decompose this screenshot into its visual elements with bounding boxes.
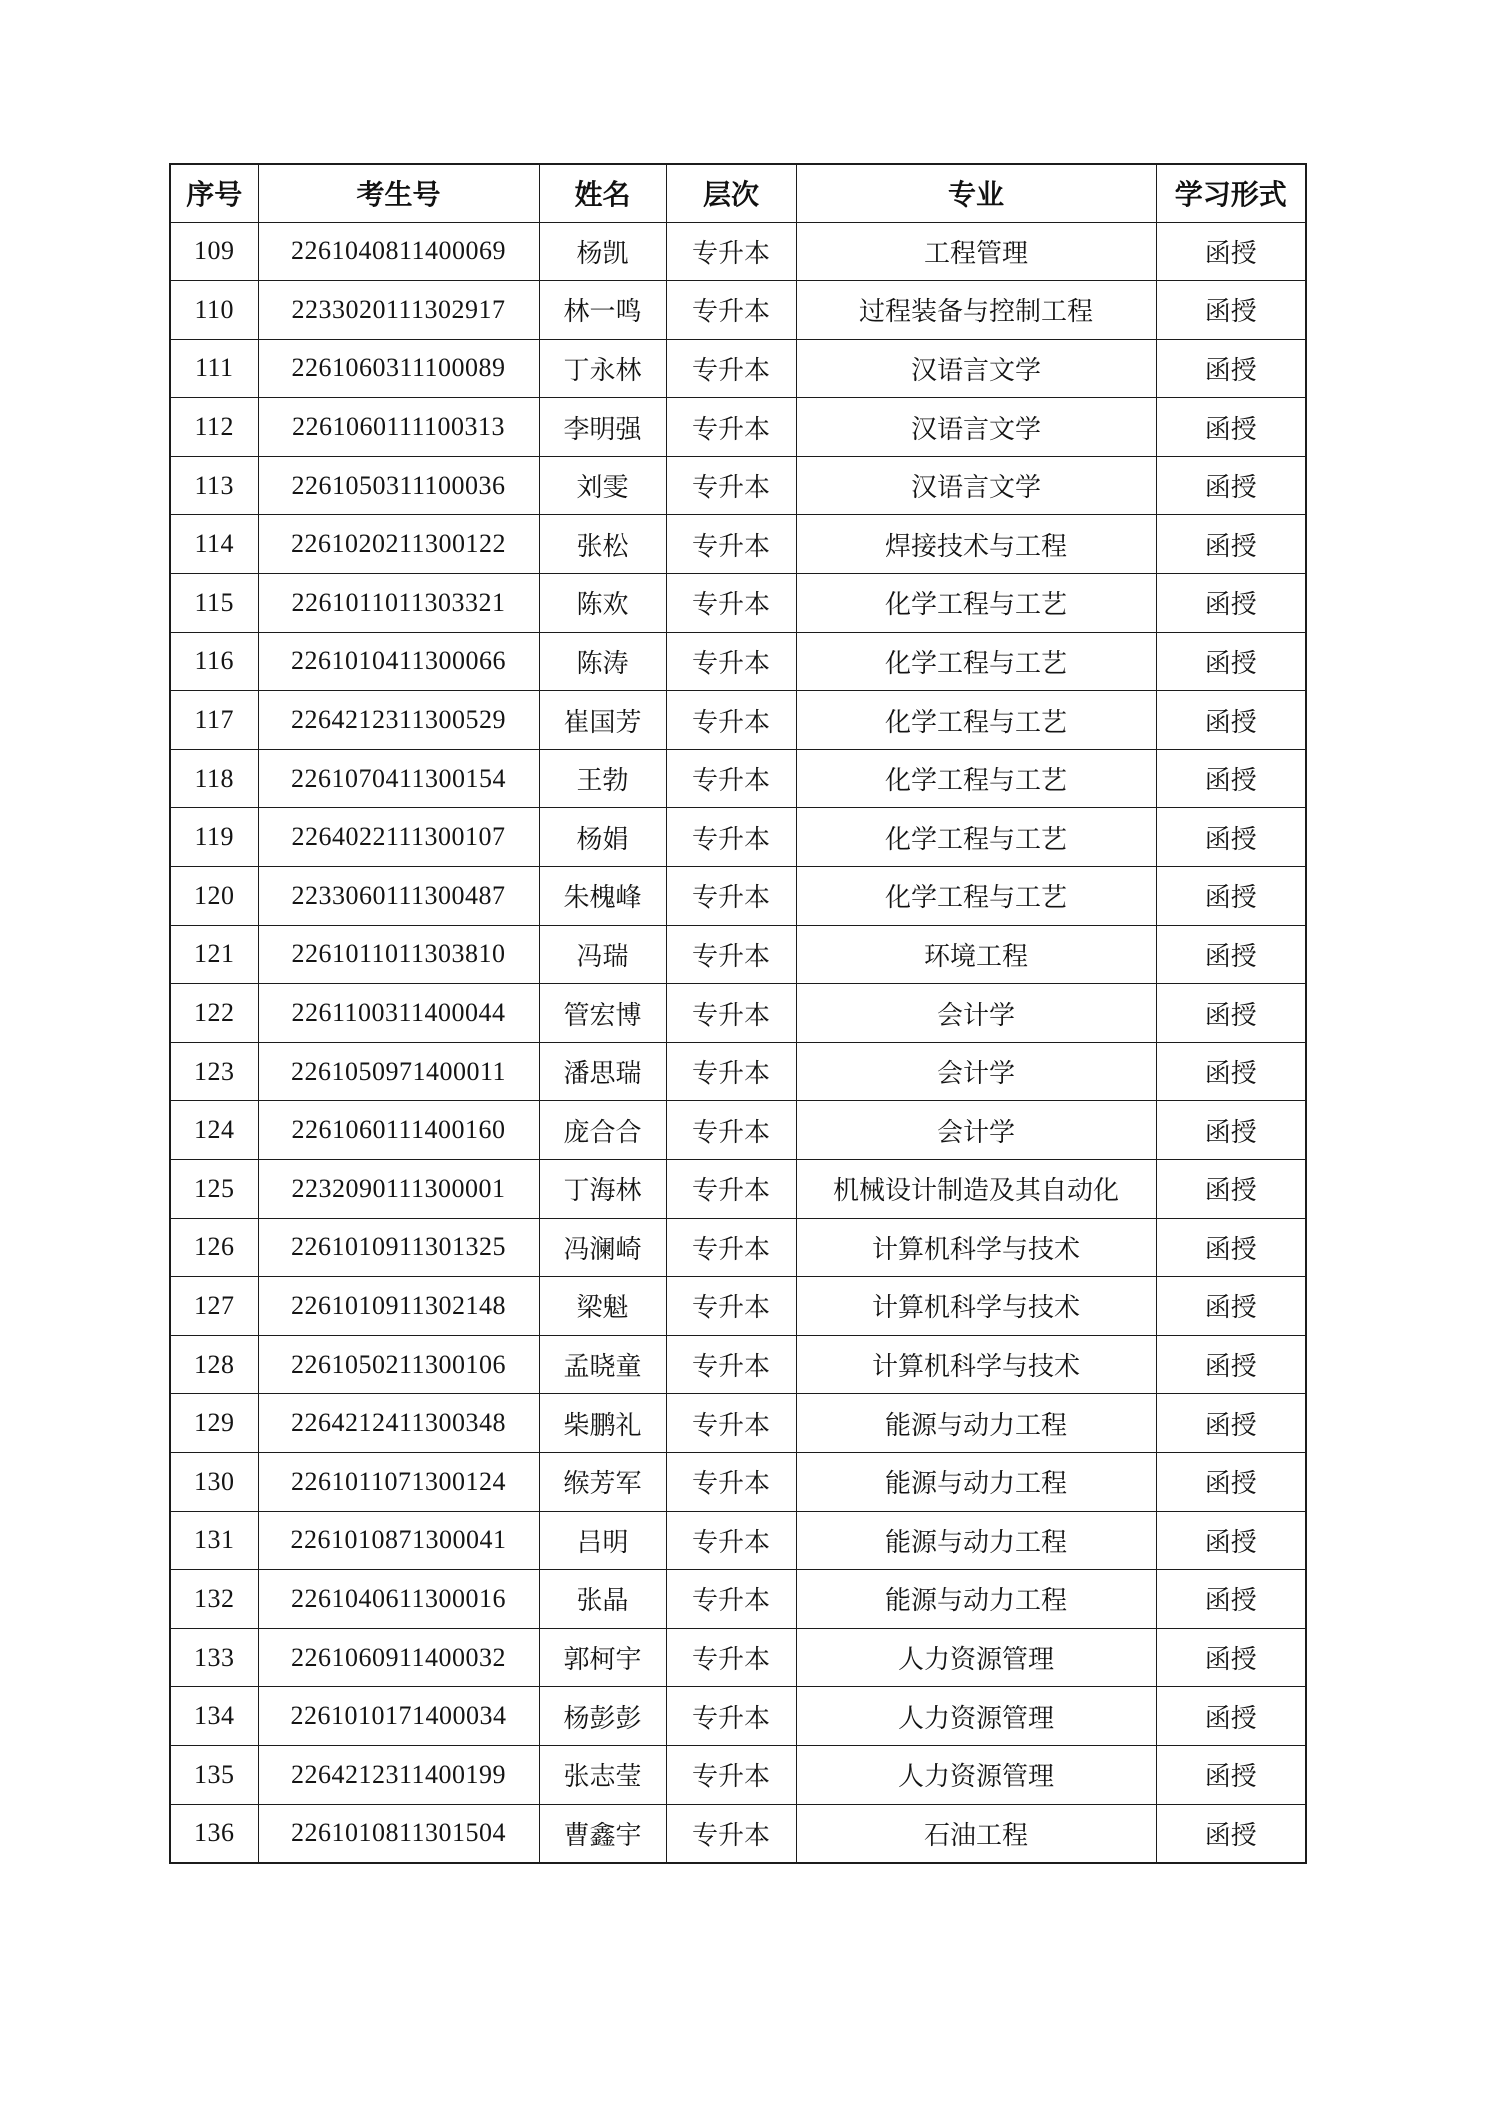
table-row	[170, 1687, 1306, 1746]
cell-major: 计算机科学与技术	[796, 1277, 1156, 1336]
cell-level: 专升本	[666, 1511, 796, 1570]
cell-study_mode: 函授	[1156, 1687, 1306, 1746]
cell-no: 127	[170, 1277, 258, 1336]
cell-name: 柴鹏礼	[539, 1394, 666, 1453]
cell-study_mode: 函授	[1156, 398, 1306, 457]
cell-no: 122	[170, 984, 258, 1043]
cell-candidate_id: 2261010871300041	[258, 1511, 539, 1570]
column-header-study-mode: 学习形式	[1156, 164, 1306, 222]
cell-no: 128	[170, 1335, 258, 1394]
cell-no: 130	[170, 1452, 258, 1511]
table-row	[170, 1570, 1306, 1629]
table-row	[170, 1511, 1306, 1570]
cell-no: 136	[170, 1804, 258, 1863]
cell-candidate_id: 2261040611300016	[258, 1570, 539, 1629]
cell-major: 化学工程与工艺	[796, 632, 1156, 691]
cell-study_mode: 函授	[1156, 574, 1306, 633]
table-row	[170, 339, 1306, 398]
cell-major: 会计学	[796, 1042, 1156, 1101]
cell-major: 能源与动力工程	[796, 1570, 1156, 1629]
table-row	[170, 925, 1306, 984]
cell-level: 专升本	[666, 398, 796, 457]
cell-study_mode: 函授	[1156, 808, 1306, 867]
table-row	[170, 515, 1306, 574]
cell-study_mode: 函授	[1156, 1394, 1306, 1453]
cell-candidate_id: 2261060311100089	[258, 339, 539, 398]
cell-study_mode: 函授	[1156, 867, 1306, 926]
cell-no: 119	[170, 808, 258, 867]
cell-candidate_id: 2261060911400032	[258, 1628, 539, 1687]
cell-level: 专升本	[666, 808, 796, 867]
column-header-candidate-id: 考生号	[258, 164, 539, 222]
cell-major: 人力资源管理	[796, 1628, 1156, 1687]
cell-no: 114	[170, 515, 258, 574]
cell-major: 环境工程	[796, 925, 1156, 984]
cell-name: 潘思瑞	[539, 1042, 666, 1101]
table-row	[170, 867, 1306, 926]
cell-name: 王勃	[539, 749, 666, 808]
table-row	[170, 1160, 1306, 1219]
table-row	[170, 632, 1306, 691]
cell-candidate_id: 2261011011303810	[258, 925, 539, 984]
cell-no: 134	[170, 1687, 258, 1746]
cell-name: 杨娟	[539, 808, 666, 867]
cell-study_mode: 函授	[1156, 1160, 1306, 1219]
cell-level: 专升本	[666, 691, 796, 750]
cell-candidate_id: 2261050971400011	[258, 1042, 539, 1101]
cell-major: 机械设计制造及其自动化	[796, 1160, 1156, 1219]
table-row	[170, 808, 1306, 867]
cell-no: 131	[170, 1511, 258, 1570]
table-row	[170, 1042, 1306, 1101]
table-row	[170, 691, 1306, 750]
table-row	[170, 574, 1306, 633]
cell-level: 专升本	[666, 1452, 796, 1511]
cell-no: 124	[170, 1101, 258, 1160]
table-row	[170, 281, 1306, 340]
cell-name: 冯澜崎	[539, 1218, 666, 1277]
cell-name: 管宏博	[539, 984, 666, 1043]
cell-no: 135	[170, 1745, 258, 1804]
cell-no: 123	[170, 1042, 258, 1101]
cell-candidate_id: 2261060111400160	[258, 1101, 539, 1160]
cell-name: 刘雯	[539, 456, 666, 515]
cell-level: 专升本	[666, 1570, 796, 1629]
table-row	[170, 1745, 1306, 1804]
cell-level: 专升本	[666, 925, 796, 984]
cell-study_mode: 函授	[1156, 1804, 1306, 1863]
cell-name: 朱槐峰	[539, 867, 666, 926]
cell-level: 专升本	[666, 281, 796, 340]
cell-major: 工程管理	[796, 222, 1156, 281]
cell-name: 曹鑫宇	[539, 1804, 666, 1863]
cell-candidate_id: 2264022111300107	[258, 808, 539, 867]
cell-name: 张松	[539, 515, 666, 574]
cell-study_mode: 函授	[1156, 1335, 1306, 1394]
cell-candidate_id: 2261060111100313	[258, 398, 539, 457]
cell-name: 张晶	[539, 1570, 666, 1629]
cell-name: 林一鸣	[539, 281, 666, 340]
cell-major: 会计学	[796, 1101, 1156, 1160]
cell-level: 专升本	[666, 1218, 796, 1277]
cell-no: 120	[170, 867, 258, 926]
cell-level: 专升本	[666, 749, 796, 808]
cell-level: 专升本	[666, 1160, 796, 1219]
cell-major: 计算机科学与技术	[796, 1335, 1156, 1394]
cell-level: 专升本	[666, 222, 796, 281]
cell-level: 专升本	[666, 867, 796, 926]
table-row	[170, 1101, 1306, 1160]
admission-roster-table	[169, 163, 1307, 1864]
column-header-major: 专业	[796, 164, 1156, 222]
cell-name: 郭柯宇	[539, 1628, 666, 1687]
table-row	[170, 222, 1306, 281]
cell-name: 杨彭彭	[539, 1687, 666, 1746]
column-header-name: 姓名	[539, 164, 666, 222]
cell-study_mode: 函授	[1156, 749, 1306, 808]
cell-level: 专升本	[666, 515, 796, 574]
cell-level: 专升本	[666, 632, 796, 691]
cell-study_mode: 函授	[1156, 1511, 1306, 1570]
cell-study_mode: 函授	[1156, 691, 1306, 750]
cell-candidate_id: 2261011071300124	[258, 1452, 539, 1511]
table-row	[170, 749, 1306, 808]
cell-no: 121	[170, 925, 258, 984]
column-header-level: 层次	[666, 164, 796, 222]
cell-level: 专升本	[666, 574, 796, 633]
cell-name: 崔国芳	[539, 691, 666, 750]
column-header-serial-number: 序号	[170, 164, 258, 222]
cell-candidate_id: 2261050211300106	[258, 1335, 539, 1394]
cell-candidate_id: 2261050311100036	[258, 456, 539, 515]
cell-study_mode: 函授	[1156, 1277, 1306, 1336]
cell-level: 专升本	[666, 456, 796, 515]
cell-no: 133	[170, 1628, 258, 1687]
table-header-row	[170, 164, 1306, 222]
cell-no: 115	[170, 574, 258, 633]
cell-candidate_id: 2261011011303321	[258, 574, 539, 633]
cell-study_mode: 函授	[1156, 515, 1306, 574]
cell-level: 专升本	[666, 984, 796, 1043]
cell-no: 112	[170, 398, 258, 457]
cell-level: 专升本	[666, 1687, 796, 1746]
cell-level: 专升本	[666, 1804, 796, 1863]
cell-major: 汉语言文学	[796, 339, 1156, 398]
cell-study_mode: 函授	[1156, 339, 1306, 398]
cell-level: 专升本	[666, 1277, 796, 1336]
cell-major: 能源与动力工程	[796, 1394, 1156, 1453]
cell-candidate_id: 2261010911302148	[258, 1277, 539, 1336]
cell-candidate_id: 2261010411300066	[258, 632, 539, 691]
table-row	[170, 398, 1306, 457]
cell-name: 孟晓童	[539, 1335, 666, 1394]
table-row	[170, 984, 1306, 1043]
cell-name: 吕明	[539, 1511, 666, 1570]
cell-no: 113	[170, 456, 258, 515]
cell-study_mode: 函授	[1156, 1628, 1306, 1687]
cell-name: 张志莹	[539, 1745, 666, 1804]
cell-major: 化学工程与工艺	[796, 574, 1156, 633]
table-row	[170, 1335, 1306, 1394]
cell-study_mode: 函授	[1156, 632, 1306, 691]
table-row	[170, 1804, 1306, 1863]
cell-major: 化学工程与工艺	[796, 691, 1156, 750]
cell-major: 汉语言文学	[796, 398, 1156, 457]
cell-name: 丁海林	[539, 1160, 666, 1219]
cell-major: 能源与动力工程	[796, 1452, 1156, 1511]
cell-no: 111	[170, 339, 258, 398]
table-row	[170, 1452, 1306, 1511]
cell-no: 125	[170, 1160, 258, 1219]
cell-name: 丁永林	[539, 339, 666, 398]
cell-study_mode: 函授	[1156, 1218, 1306, 1277]
cell-major: 化学工程与工艺	[796, 808, 1156, 867]
cell-level: 专升本	[666, 1101, 796, 1160]
cell-candidate_id: 2264212311300529	[258, 691, 539, 750]
cell-name: 冯瑞	[539, 925, 666, 984]
table-row	[170, 1628, 1306, 1687]
cell-major: 计算机科学与技术	[796, 1218, 1156, 1277]
cell-study_mode: 函授	[1156, 1745, 1306, 1804]
cell-major: 汉语言文学	[796, 456, 1156, 515]
cell-no: 129	[170, 1394, 258, 1453]
cell-level: 专升本	[666, 339, 796, 398]
cell-no: 110	[170, 281, 258, 340]
cell-candidate_id: 2261020211300122	[258, 515, 539, 574]
cell-name: 陈涛	[539, 632, 666, 691]
table-row	[170, 456, 1306, 515]
cell-candidate_id: 2261010911301325	[258, 1218, 539, 1277]
cell-study_mode: 函授	[1156, 1042, 1306, 1101]
cell-name: 庞合合	[539, 1101, 666, 1160]
cell-major: 焊接技术与工程	[796, 515, 1156, 574]
cell-no: 117	[170, 691, 258, 750]
cell-name: 李明强	[539, 398, 666, 457]
cell-study_mode: 函授	[1156, 1570, 1306, 1629]
cell-no: 118	[170, 749, 258, 808]
cell-candidate_id: 2261010811301504	[258, 1804, 539, 1863]
cell-study_mode: 函授	[1156, 925, 1306, 984]
cell-candidate_id: 2264212311400199	[258, 1745, 539, 1804]
cell-candidate_id: 2261040811400069	[258, 222, 539, 281]
cell-level: 专升本	[666, 1335, 796, 1394]
table-row	[170, 1394, 1306, 1453]
cell-major: 能源与动力工程	[796, 1511, 1156, 1570]
cell-major: 人力资源管理	[796, 1745, 1156, 1804]
cell-candidate_id: 2261070411300154	[258, 749, 539, 808]
cell-major: 会计学	[796, 984, 1156, 1043]
table-row	[170, 1277, 1306, 1336]
cell-name: 杨凯	[539, 222, 666, 281]
cell-name: 梁魁	[539, 1277, 666, 1336]
cell-major: 石油工程	[796, 1804, 1156, 1863]
cell-no: 126	[170, 1218, 258, 1277]
cell-study_mode: 函授	[1156, 456, 1306, 515]
cell-major: 化学工程与工艺	[796, 749, 1156, 808]
cell-candidate_id: 2261100311400044	[258, 984, 539, 1043]
cell-no: 116	[170, 632, 258, 691]
cell-study_mode: 函授	[1156, 984, 1306, 1043]
cell-name: 陈欢	[539, 574, 666, 633]
cell-study_mode: 函授	[1156, 222, 1306, 281]
cell-study_mode: 函授	[1156, 1101, 1306, 1160]
cell-major: 人力资源管理	[796, 1687, 1156, 1746]
cell-no: 109	[170, 222, 258, 281]
cell-level: 专升本	[666, 1394, 796, 1453]
cell-level: 专升本	[666, 1628, 796, 1687]
cell-level: 专升本	[666, 1042, 796, 1101]
cell-name: 缑芳军	[539, 1452, 666, 1511]
cell-candidate_id: 2233060111300487	[258, 867, 539, 926]
cell-level: 专升本	[666, 1745, 796, 1804]
cell-candidate_id: 2264212411300348	[258, 1394, 539, 1453]
cell-candidate_id: 2233020111302917	[258, 281, 539, 340]
cell-study_mode: 函授	[1156, 1452, 1306, 1511]
table-row	[170, 1218, 1306, 1277]
cell-candidate_id: 2261010171400034	[258, 1687, 539, 1746]
cell-study_mode: 函授	[1156, 281, 1306, 340]
cell-no: 132	[170, 1570, 258, 1629]
cell-major: 过程装备与控制工程	[796, 281, 1156, 340]
cell-candidate_id: 2232090111300001	[258, 1160, 539, 1219]
cell-major: 化学工程与工艺	[796, 867, 1156, 926]
